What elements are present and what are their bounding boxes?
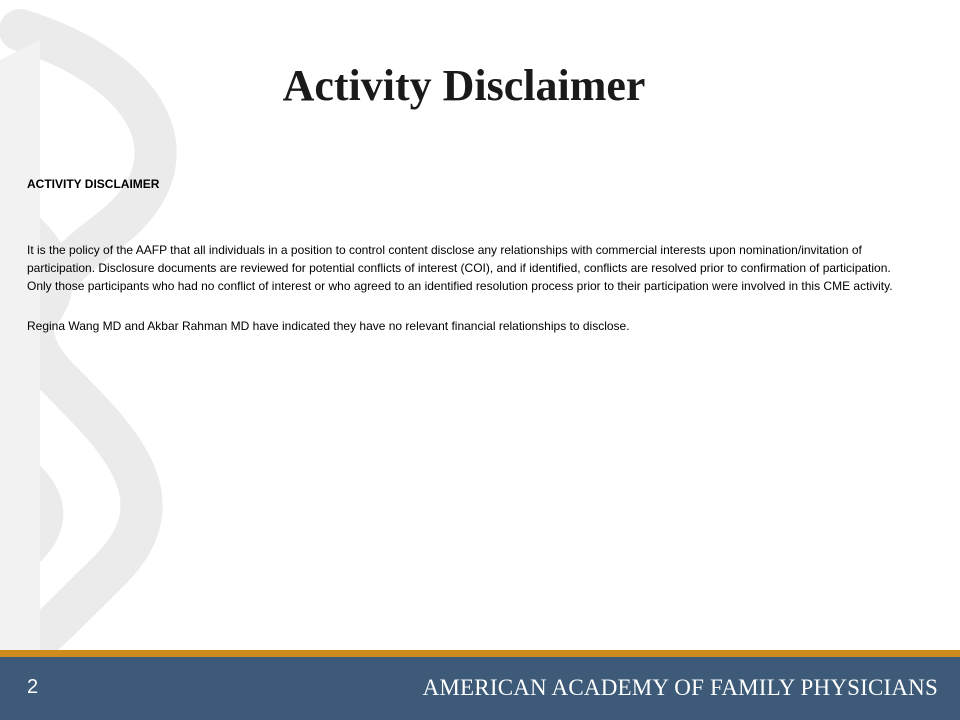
section-heading: ACTIVITY DISCLAIMER: [27, 177, 160, 191]
footer-accent-stripe: [0, 650, 960, 657]
policy-paragraph: It is the policy of the AAFP that all individuals in a position to control content disclose any relationships with commercial interests upon nomination/invitation of participation. Disclosure documents are reviewed for potential conflicts of interest (COI), and if identified, conflicts are resolved prior to confirmation of participation. Only those participants who had no conflict of interest or who agreed to an identified resolution process prior to their participation were involved in this CME activity.: [27, 243, 893, 293]
slide-title: Activity Disclaimer: [282, 61, 646, 110]
disclosure-paragraph: Regina Wang MD and Akbar Rahman MD have indicated they have no relevant financial relationships to disclose.: [27, 319, 630, 333]
organization-name: AMERICAN ACADEMY OF FAMILY PHYSICIANS: [422, 675, 938, 700]
footer-band: [0, 657, 960, 720]
slide-body: [27, 175, 907, 357]
page-number: 2: [27, 676, 39, 698]
